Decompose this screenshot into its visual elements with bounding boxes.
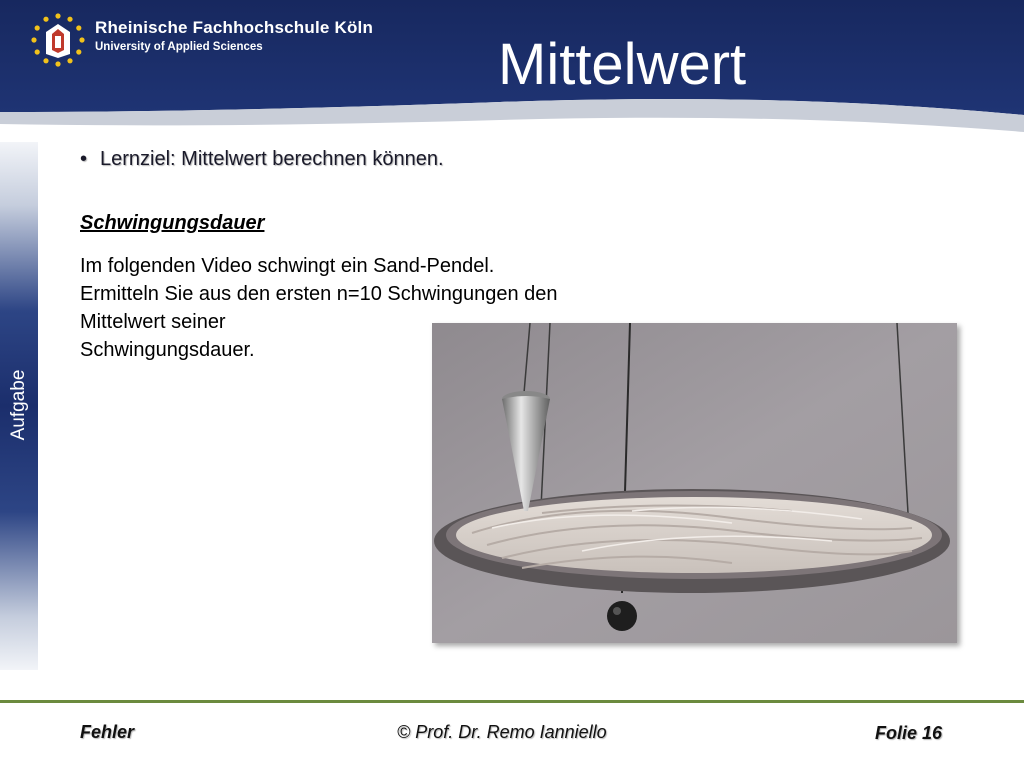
institution-name: Rheinische Fachhochschule Köln	[95, 18, 374, 37]
rfh-logo-icon	[28, 10, 88, 70]
sidebar-label: Aufgabe	[8, 369, 29, 441]
task-line: Im folgenden Video schwingt ein Sand-Pendel.	[80, 255, 495, 277]
task-line: Mittelwert seiner	[80, 311, 226, 333]
slide-title: Mittelwert	[498, 32, 747, 97]
slide-header	[0, 0, 1024, 140]
footer-topic: Fehler	[80, 722, 135, 742]
bullet-icon: •	[80, 148, 88, 170]
bullet-text: Lernziel: Mittelwert berechnen können.	[100, 148, 444, 170]
slide-number: 16	[922, 723, 943, 743]
bullet-learning-goal	[80, 148, 444, 171]
institution-logo-text	[95, 18, 373, 53]
sand-pendulum-image[interactable]	[432, 323, 957, 643]
task-line: Ermitteln Sie aus den ersten n=10 Schwingungen den	[80, 283, 558, 305]
subheading: Schwingungsdauer	[80, 212, 265, 234]
footer-divider	[0, 700, 1024, 703]
task-line: Schwingungsdauer.	[80, 339, 255, 361]
footer-author: © Prof. Dr. Remo Ianniello	[397, 722, 607, 742]
slide-label: Folie	[875, 723, 918, 743]
institution-subtitle: University of Applied Sciences	[95, 41, 263, 53]
footer-slide-number	[875, 723, 942, 744]
